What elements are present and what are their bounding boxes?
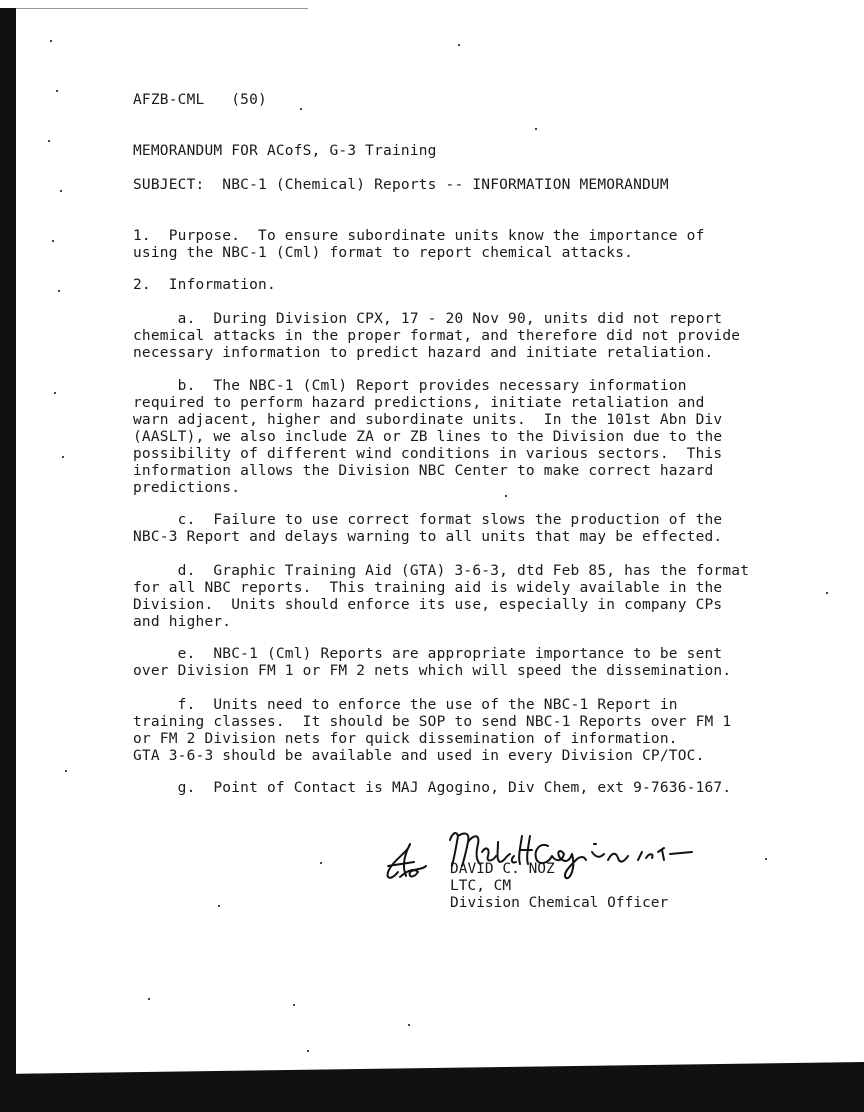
scan-speck [58,290,60,292]
subject-line: SUBJECT: NBC-1 (Chemical) Reports -- INFORMATION MEMORANDUM [133,177,669,193]
memorandum-for: MEMORANDUM FOR ACofS, G-3 Training [133,143,437,159]
para-f-line: training classes. It should be SOP to send NBC-1 Reports over FM 1 [133,714,732,730]
para-1-line: using the NBC-1 (Cml) format to report chemical attacks. [133,245,634,261]
para-g-line: g. Point of Contact is MAJ Agogino, Div Chem, ext 9-7636-167. [133,780,732,796]
para-d-line: Division. Units should enforce its use, especially in company CPs [133,597,723,613]
para-f-line: GTA 3-6-3 should be available and used in every Division CP/TOC. [133,748,705,764]
scan-speck [293,1004,295,1006]
para-e-line: over Division FM 1 or FM 2 nets which will speed the dissemination. [133,663,732,679]
signature-block [450,861,668,912]
scan-speck [65,770,67,772]
para-a-line: chemical attacks in the proper format, and therefore did not provide [133,328,741,344]
scan-speck [62,456,64,458]
scan-speck [54,392,56,394]
scan-speck [300,108,302,110]
scan-speck [307,1050,309,1052]
para-c-line: NBC-3 Report and delays warning to all units that may be effected. [133,529,723,545]
para-b-line: warn adjacent, higher and subordinate units. In the 101st Abn Div [133,412,723,428]
scan-edge-bottom [0,1074,864,1112]
scan-speck [56,90,58,92]
para-f-line: or FM 2 Division nets for quick dissemination of information. [133,731,678,747]
scan-speck [218,905,220,907]
para-b-line: information allows the Division NBC Center to make correct hazard [133,463,714,479]
scan-speck [505,495,507,497]
para-d-line: for all NBC reports. This training aid is widely available in the [133,580,723,596]
scan-edge-bottom-notch [0,1062,864,1074]
para-b-line: required to perform hazard predictions, initiate retaliation and [133,395,705,411]
para-a-line: a. During Division CPX, 17 - 20 Nov 90, units did not report [133,311,723,327]
scan-edge-left [0,8,16,1112]
para-d-line: and higher. [133,614,232,630]
para-e-line: e. NBC-1 (Cml) Reports are appropriate importance to be sent [133,646,723,662]
para-b-line: predictions. [133,480,241,496]
signer-name: DAVID C. NOZ [450,861,555,877]
para-2-heading: 2. Information. [133,277,276,293]
scan-speck [48,140,50,142]
office-symbol: AFZB-CML (50) [133,92,267,108]
scan-speck [458,44,460,46]
scan-speck [408,1024,410,1026]
scan-speck [765,858,767,860]
scan-speck [826,592,828,594]
scan-speck [52,240,54,242]
para-b-line: (AASLT), we also include ZA or ZB lines to the Division due to the [133,429,723,445]
para-f-line: f. Units need to enforce the use of the NBC-1 Report in [133,697,678,713]
signer-title: Division Chemical Officer [450,895,669,911]
scan-speck [50,40,52,42]
para-c-line: c. Failure to use correct format slows the production of the [133,512,723,528]
scan-top-line [16,8,308,9]
para-b-line: b. The NBC-1 (Cml) Report provides necessary information [133,378,687,394]
para-b-line: possibility of different wind conditions in various sectors. This [133,446,723,462]
scan-speck [60,190,62,192]
signer-rank: LTC, CM [450,878,512,894]
para-a-line: necessary information to predict hazard and initiate retaliation. [133,345,714,361]
para-d-line: d. Graphic Training Aid (GTA) 3-6-3, dtd Feb 85, has the format [133,563,750,579]
scan-speck [148,998,150,1000]
para-1-line: 1. Purpose. To ensure subordinate units know the importance of [133,228,705,244]
scan-speck [320,862,322,864]
scan-speck [535,128,537,130]
